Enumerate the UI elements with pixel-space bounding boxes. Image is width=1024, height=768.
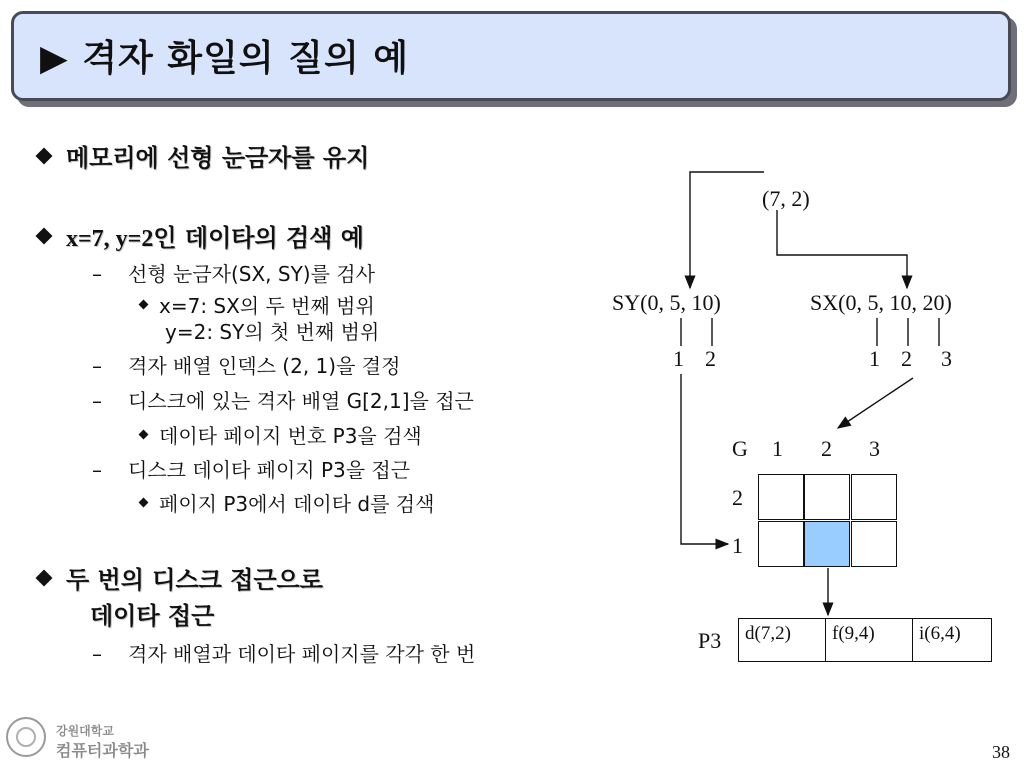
grid-cell [804, 474, 850, 520]
sub-text: 선형 눈금자(SX, SY)를 검사 [128, 262, 375, 286]
sy-index-1: 1 [673, 346, 684, 371]
grid-cell [851, 474, 897, 520]
sub-text: 격자 배열과 데이타 페이지를 각각 한 번 [128, 642, 476, 666]
page-record: f(9,4) [826, 619, 913, 662]
sub-text: 디스크 데이타 페이지 P3을 접근 [128, 458, 411, 482]
grid-cell [851, 521, 897, 567]
bullet-text: 메모리에 선형 눈금자를 유지 [66, 144, 370, 172]
logo-department-name: 컴퓨터과학과 [56, 741, 149, 760]
page-number: 38 [992, 742, 1010, 762]
arrow-point-to-sy [690, 172, 764, 288]
query-point: (7, 2) [762, 186, 810, 211]
grid-col-1: 1 [772, 436, 783, 461]
grid-cell-highlighted [804, 521, 850, 567]
grid-col-2: 2 [821, 436, 832, 461]
bullet-two-disk-access-line2: 데이타 접근 [90, 602, 215, 630]
sx-index-3: 3 [941, 346, 952, 371]
university-logo [6, 717, 46, 757]
logo-university-name: 강원대학교 [56, 724, 114, 738]
grid-cell [758, 521, 804, 567]
dash-marker: – [92, 458, 102, 482]
dash-marker: – [92, 354, 102, 378]
sub-text: 디스크에 있는 격자 배열 G[2,1]을 접근 [128, 389, 474, 413]
grid-row-2: 2 [732, 485, 743, 510]
bullet-text: 인 데이타의 검색 예 [153, 224, 364, 252]
bullet-latin: x=7, y=2 [66, 226, 154, 252]
arrow-sx-to-col2 [838, 378, 913, 428]
sx-index-2: 2 [901, 346, 912, 371]
page-record: d(7,2) [739, 619, 826, 662]
sx-index-1: 1 [869, 346, 880, 371]
page-p3-table [738, 618, 992, 662]
arrow-sy-to-row1 [681, 374, 728, 544]
sy-index-2: 2 [705, 346, 716, 371]
table-row [739, 619, 992, 662]
dash-marker: – [92, 642, 102, 666]
page-p3-label: P3 [698, 628, 722, 653]
sub-sub-item-ranges-line2: y=2: SY의 첫 번째 범위 [165, 320, 380, 344]
sub-text: 페이지 P3에서 데이타 d를 검색 [159, 492, 435, 516]
logo-inner-ring [16, 727, 36, 747]
dash-marker: – [92, 262, 102, 286]
page-record: i(6,4) [913, 619, 992, 662]
slide-title: ▶ 격자 화일의 질의 예 [40, 38, 410, 79]
grid-col-3: 3 [869, 436, 880, 461]
sub-text: 데이타 페이지 번호 P3을 검색 [159, 424, 422, 448]
grid-label: G [732, 436, 748, 461]
grid-cell [758, 474, 804, 520]
dash-marker: – [92, 389, 102, 413]
sy-scale-label: SY(0, 5, 10) [612, 290, 721, 315]
grid-row-1: 1 [732, 533, 743, 558]
sub-text: x=7: SX의 두 번째 범위 [159, 294, 375, 318]
sx-scale-label: SX(0, 5, 10, 20) [810, 290, 952, 315]
arrow-point-to-sx [777, 210, 907, 288]
bullet-text: 두 번의 디스크 접근으로 [66, 566, 323, 594]
sub-text: 격자 배열 인덱스 (2, 1)을 결정 [128, 354, 401, 378]
